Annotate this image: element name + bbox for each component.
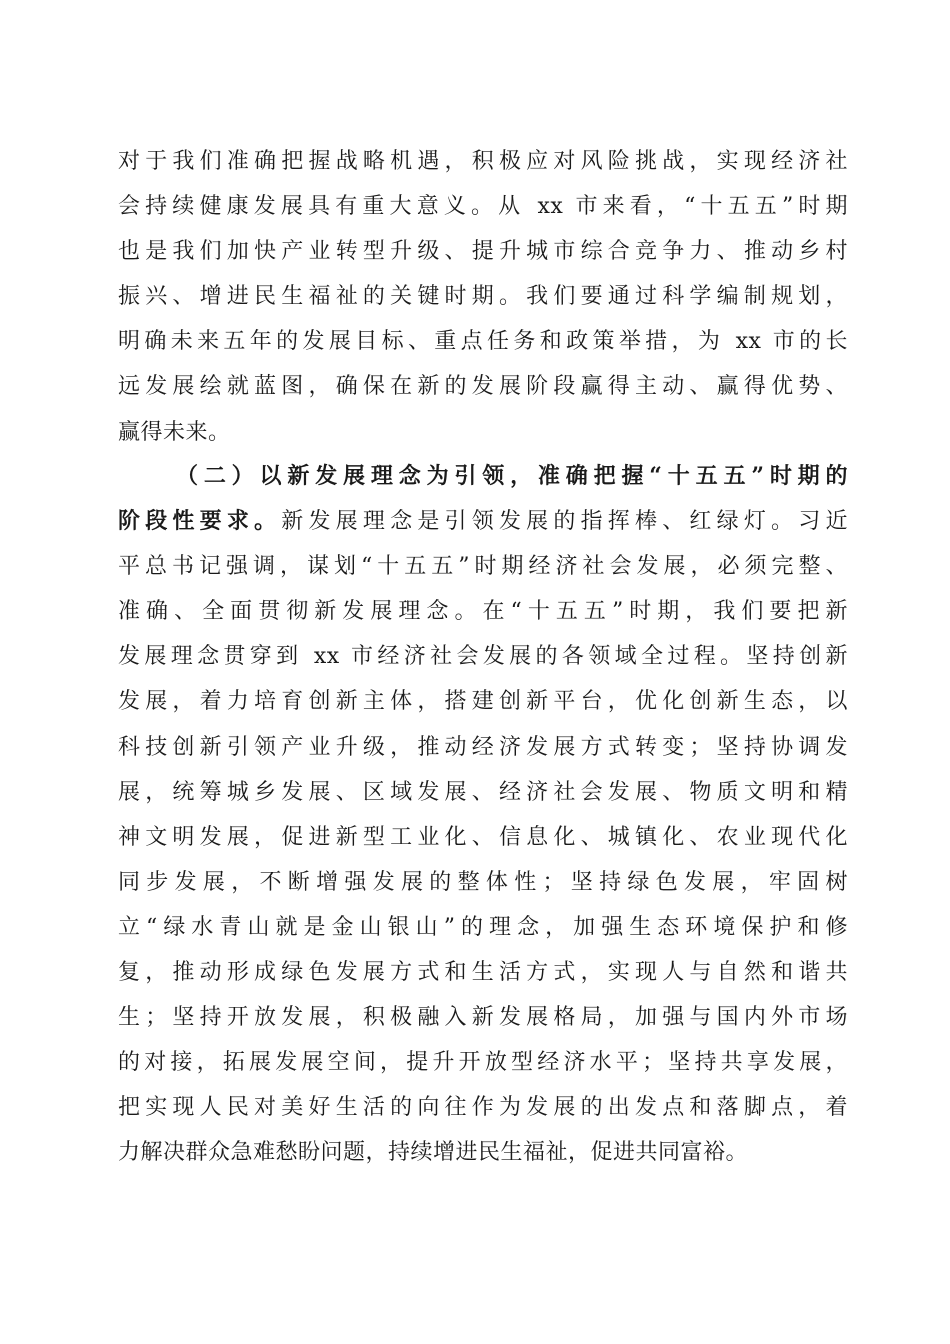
paragraph-line: 神文明发展，促进新型工业化、信息化、城镇化、农业现代化 (118, 824, 848, 850)
paragraph-line: 远发展绘就蓝图，确保在新的发展阶段赢得主动、赢得优势、 (118, 374, 848, 400)
paragraph-line: 展，统筹城乡发展、区域发展、经济社会发展、物质文明和精 (118, 779, 848, 805)
paragraph-line: 平总书记强调，谋划“十五五”时期经济社会发展，必须完整、 (118, 554, 848, 580)
paragraph-line: 赢得未来。 (118, 419, 231, 445)
paragraph-line: 复，推动形成绿色发展方式和生活方式，实现人与自然和谐共 (118, 960, 848, 986)
paragraph-line: 立“绿水青山就是金山银山”的理念，加强生态环境保护和修 (118, 914, 848, 940)
section-heading: （二）以新发展理念为引领，准确把握“十五五”时期的 (176, 463, 848, 489)
paragraph-line: 振兴、增进民生福祉的关键时期。我们要通过科学编制规划， (118, 284, 848, 310)
paragraph-line: 准确、全面贯彻新发展理念。在“十五五”时期，我们要把新 (118, 599, 848, 625)
paragraph-line: 科技创新引领产业升级，推动经济发展方式转变；坚持协调发 (118, 734, 848, 760)
paragraph-line: 的对接，拓展发展空间，提升开放型经济水平；坚持共享发展， (118, 1050, 848, 1076)
paragraph-line: 力解决群众急难愁盼问题，持续增进民生福祉，促进共同富裕。 (118, 1140, 749, 1166)
paragraph-line: 会持续健康发展具有重大意义。从 xx 市来看，“十五五”时期 (118, 194, 848, 220)
paragraph-line: 发展理念贯穿到 xx 市经济社会发展的各领域全过程。坚持创新 (118, 644, 848, 670)
paragraph-line: 对于我们准确把握战略机遇，积极应对风险挑战，实现经济社 (118, 149, 848, 174)
paragraph-2 (118, 454, 848, 1176)
paragraph-text: 新发展理念是引领发展的指挥棒、红绿灯。习近 (281, 509, 848, 535)
paragraph-line: 也是我们加快产业转型升级、提升城市综合竞争力、推动乡村 (118, 239, 848, 265)
paragraph-1 (118, 139, 848, 455)
paragraph-line: 把实现人民对美好生活的向往作为发展的出发点和落脚点，着 (118, 1095, 848, 1121)
paragraph-line: 发展，着力培育创新主体，搭建创新平台，优化创新生态，以 (118, 689, 848, 715)
heading-continuation-line (118, 499, 848, 544)
paragraph-line: 同步发展，不断增强发展的整体性；坚持绿色发展，牢固树 (118, 869, 848, 895)
paragraph-line: 明确未来五年的发展目标、重点任务和政策举措，为 xx 市的长 (118, 329, 848, 355)
paragraph-line: 生；坚持开放发展，积极融入新发展格局，加强与国内外市场 (118, 1005, 848, 1031)
section-heading-end: 阶段性要求。 (118, 508, 282, 535)
